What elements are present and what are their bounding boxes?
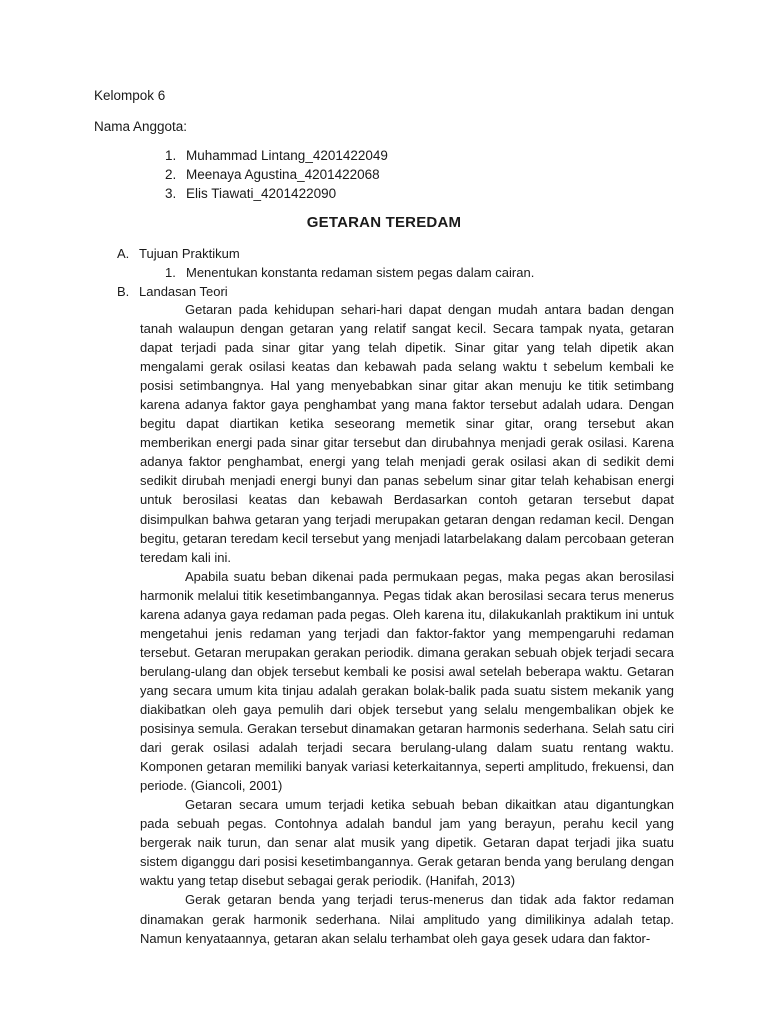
section-title: Tujuan Praktikum (139, 246, 240, 261)
member-number: 2. (165, 167, 177, 182)
section-title: Landasan Teori (139, 284, 228, 299)
group-label: Kelompok 6 (94, 88, 166, 103)
section-heading-landasan (117, 284, 228, 299)
document-title: GETARAN TEREDAM (306, 214, 462, 231)
body-paragraph: Getaran secara umum terjadi ketika sebuah beban dikaitkan atau digantungkan pada sebuah pegas. Contohnya adalah bandul jam yang berayun, perahu kecil yang bergerak naik turun, dan senar alat musik yang dipetik. Getaran dapat terjadi jika suatu sistem diganggu dari posisi kesetimbangannya. Gerak getaran benda yang berulang dengan waktu yang tetap disebut sebagai gerak periodik. (Hanifah, 2013) (140, 797, 674, 889)
member-list (165, 146, 388, 203)
body-paragraph: Apabila suatu beban dikenai pada permukaan pegas, maka pegas akan berosilasi harmonik melalui titik kesetimbangannya. Pegas tidak akan berosilasi secara terus menerus karena adanya gaya redaman pada pegas. Oleh karena itu, dilakukanlah praktikum ini untuk mengetahui jenis redaman yang terjadi dan faktor-faktor yang mempengaruhi redaman tersebut. Getaran merupakan gerakan periodik. dimana gerakan sebuah objek terjadi secara berulang-ulang dan objek tersebut kembali ke posisi awal setelah beberapa waktu. Getaran yang secara umum kita tinjau adalah gerakan bolak-balik pada suatu sistem mekanik yang diakibatkan oleh gaya pemulih dari objek tersebut yang selalu mengembalikan objek ke posisinya semula. Gerakan tersebut dinamakan getaran harmonis sederhana. Selah satu ciri dari gerak osilasi adalah terjadi secara berulang-ulang dalam suatu rentang waktu. Komponen getaran memiliki banyak variasi keterkaitannya, seperti amplitudo, frekuensi, dan periode. (Giancoli, 2001) (140, 568, 674, 794)
member-item (165, 184, 388, 203)
objective-number: 1. (165, 265, 176, 280)
members-label: Nama Anggota: (94, 119, 188, 134)
section-letter: B. (117, 284, 130, 299)
member-number: 1. (165, 148, 177, 163)
body-paragraph: Getaran pada kehidupan sehari-hari dapat dengan mudah antara badan dengan tanah walaupun dengan getaran yang relatif sangat kecil. Secara tampak nyata, getaran dapat terjadi pada sinar gitar yang telah dipetik. Sinar gitar yang telah dipetik akan mengalami gerak osilasi keatas dan kebawah pada selang waktu t sebelum kembali ke posisi setimbangnya. Hal yang menyebabkan sinar gitar akan menuju ke titik setimbang karena adanya faktor gaya penghambat yang mana faktor tersebut adalah udara. Dengan begitu dapat diartikan ketika seseorang memetik sinar gitar, orang tersebut akan memberikan energi pada sinar gitar tersebut dan dirubahnya menjadi gerak osilasi. Karena adanya faktor penghambat, energi yang telah menjadi gerak osilasi akan di sedikit demi sedikit dirubah menjadi energi bunyi dan panas sebelum sinar gitar telah kehabisan energi untuk berosilasi keatas dan kebawah Berdasarkan contoh getaran tersebut dapat disimpulkan bahwa getaran yang terjadi merupakan getaran dengan redaman kecil. Dengan begitu, getaran teredam kecil tersebut yang menjadi latarbelakang dalam percobaan geteran teredam kali ini. (140, 302, 674, 565)
member-name: Meenaya Agustina_4201422068 (186, 167, 380, 182)
theory-body (140, 300, 674, 948)
member-name: Muhammad Lintang_4201422049 (186, 148, 388, 163)
section-heading-tujuan (117, 246, 240, 261)
body-paragraph: Gerak getaran benda yang terjadi terus-menerus dan tidak ada faktor redaman dinamakan gerak harmonik sederhana. Nilai amplitudo yang dimilikinya adalah tetap. Namun kenyataannya, getaran akan selalu terhambat oleh gaya gesek udara dan faktor- (140, 892, 674, 946)
objective-item (165, 265, 534, 280)
member-item (165, 165, 388, 184)
objective-text: Menentukan konstanta redaman sistem pegas dalam cairan. (186, 265, 535, 280)
member-item (165, 146, 388, 165)
member-number: 3. (165, 186, 177, 201)
member-name: Elis Tiawati_4201422090 (186, 186, 337, 201)
section-letter: A. (117, 246, 130, 261)
